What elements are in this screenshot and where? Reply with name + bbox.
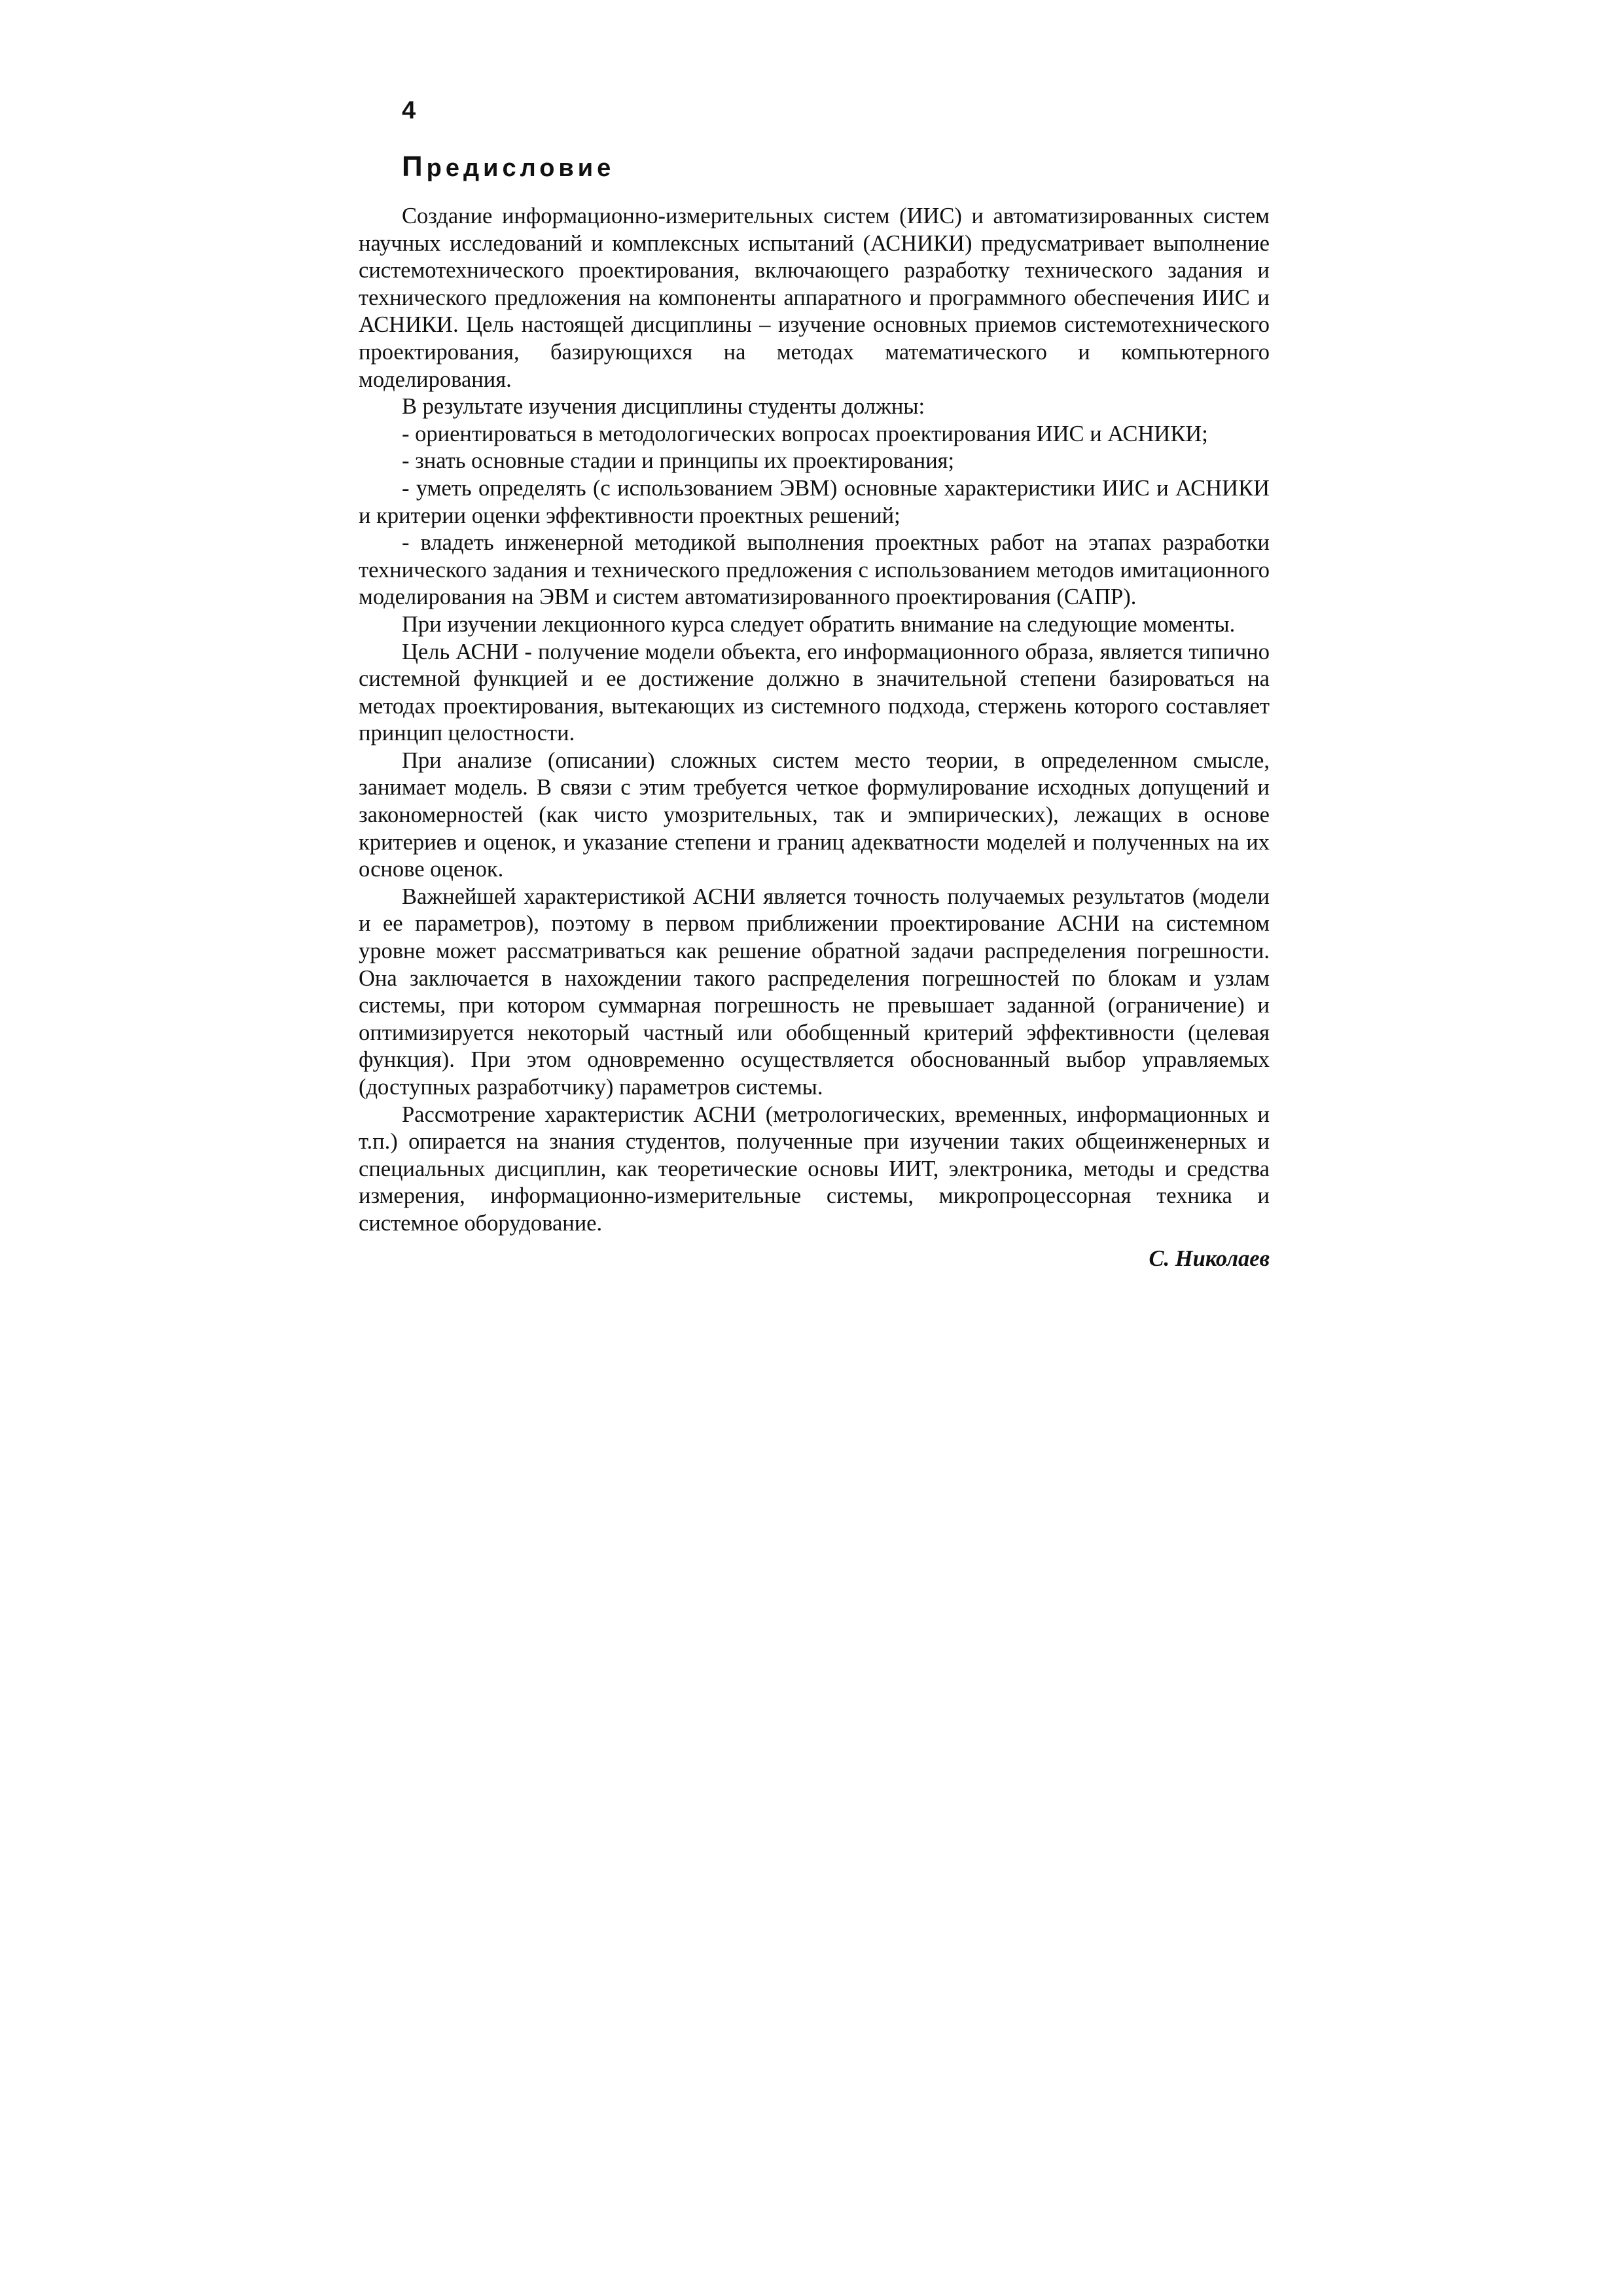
body-text: [359, 203, 1270, 1272]
paragraph-requirements-lead: В результате изучения дисциплины студенты должны:: [402, 394, 925, 420]
list-item-requirement: - владеть инженерной методикой выполнения проектных работ на этапах разработки технического задания и технического предложения с использованием методов имитационного моделирования на ЭВМ и систем автоматизированного проектирования (САПР).: [359, 530, 1270, 610]
paragraph: Рассмотрение характеристик АСНИ (метрологических, временных, информационных и т.п.) опирается на знания студентов, полученные при изучении таких общеинженерных и специальных дисциплин, как теоретические основы ИИТ, электроника, методы и средства измерения, информационно-измерительные системы, микропроцессорная техника и системное оборудование.: [359, 1102, 1270, 1236]
list-item-requirement: - знать основные стадии и принципы их проектирования;: [402, 448, 955, 474]
paragraph: При анализе (описании) сложных систем место теории, в определенном смысле, занимает модель. В связи с этим требуется четкое формулирование исходных допущений и закономерностей (как чисто умозрительных, так и эмпирических), лежащих в основе критериев и оценок, и указание степени и границ адекватности моделей и полученных на их основе оценок.: [359, 747, 1270, 882]
page-title-rest: редисловие: [426, 154, 615, 182]
page-title: [402, 152, 615, 183]
page-number: 4: [402, 97, 416, 124]
list-item-requirement: - ориентироваться в методологических вопросах проектирования ИИС и АСНИКИ;: [402, 421, 1208, 446]
paragraph: Цель АСНИ - получение модели объекта, его информационного образа, является типично системной функцией и ее достижение должно в значительной степени базироваться на методах проектирования, вытекающих из системного подхода, стержень которого составляет принцип целостности.: [359, 639, 1270, 746]
list-item-requirement: - уметь определять (с использованием ЭВМ) основные характеристики ИИС и АСНИКИ и критерии оценки эффективности проектных решений;: [359, 475, 1270, 528]
page-title-initial: П: [402, 151, 427, 183]
paragraph: Важнейшей характеристикой АСНИ является точность получаемых результатов (модели и ее параметров), поэтому в первом приближении проектирование АСНИ на системном уровне может рассматриваться как решение обратной задачи распределения погрешности. Она заключается в нахождении такого распределения погрешностей по блокам и узлам системы, при котором суммарная погрешность не превышает заданной (ограничение) и оптимизируется некоторый частный или обобщенный критерий эффективности (целевая функция). При этом одновременно осуществляется обоснованный выбор управляемых (доступных разработчику) параметров системы.: [359, 884, 1270, 1100]
paragraph: При изучении лекционного курса следует обратить внимание на следующие моменты.: [402, 611, 1236, 637]
author-signature: С. Николаев: [1149, 1246, 1270, 1271]
paragraph-intro: Создание информационно-измерительных систем (ИИС) и автоматизированных систем научных исследований и комплексных испытаний (АСНИКИ) предусматривает выполнение системотехнического проектирования, включающего разработку технического задания и технического предложения на компоненты аппаратного и программного обеспечения ИИС и АСНИКИ. Цель настоящей дисциплины – изучение основных приемов системотехнического проектирования, базирующихся на методах математического и компьютерного моделирования.: [359, 204, 1270, 392]
